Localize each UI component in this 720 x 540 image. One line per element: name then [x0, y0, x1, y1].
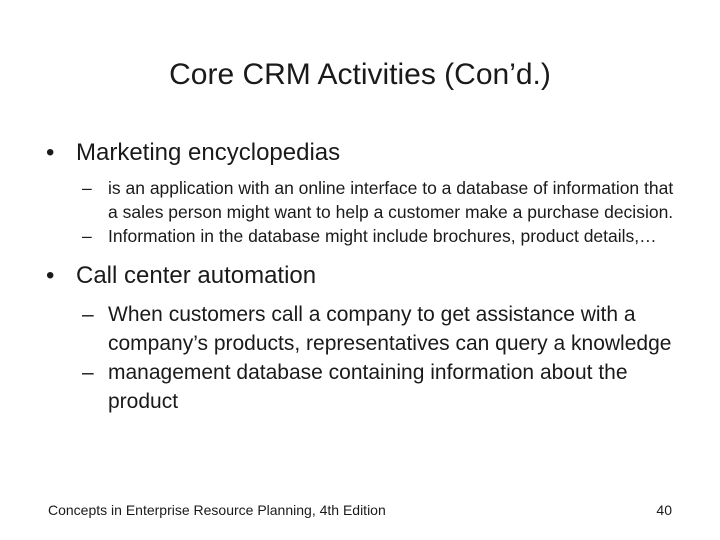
- bullet-text: Marketing encyclopedias: [76, 139, 341, 166]
- sub-bullet-list: [82, 176, 686, 248]
- dash-marker: –: [82, 303, 94, 326]
- bullet-marker: •: [46, 262, 55, 289]
- bullet-text: Call center automation: [76, 262, 317, 289]
- bullet-call-center-automation: [46, 261, 686, 291]
- dash-marker: –: [82, 178, 92, 198]
- bullet-group: [46, 261, 686, 416]
- sub-bullet-item: [82, 300, 686, 358]
- sub-bullet-text: is an application with an online interface to a database of information that a sales person might want to help a customer make a purchase decision.: [108, 178, 674, 222]
- bullet-marker: •: [46, 139, 55, 166]
- sub-bullet-list: [82, 300, 686, 416]
- dash-marker: –: [82, 226, 92, 246]
- slide-content: [46, 138, 686, 416]
- sub-bullet-text: management database containing information about the product: [108, 361, 628, 413]
- sub-bullet-text: Information in the database might include brochures, product details,…: [108, 226, 657, 246]
- sub-bullet-text: When customers call a company to get assistance with a company’s products, representatives can query a knowledge: [108, 303, 672, 355]
- dash-marker: –: [82, 361, 94, 384]
- sub-bullet-item: [82, 176, 686, 224]
- slide-title: Core CRM Activities (Con’d.): [169, 58, 551, 91]
- bullet-marketing-encyclopedias: [46, 138, 686, 168]
- sub-bullet-item: [82, 358, 686, 416]
- sub-bullet-item: [82, 224, 686, 248]
- page-number: 40: [656, 502, 672, 518]
- footer-book-title: Concepts in Enterprise Resource Planning, 4th Edition: [48, 502, 386, 518]
